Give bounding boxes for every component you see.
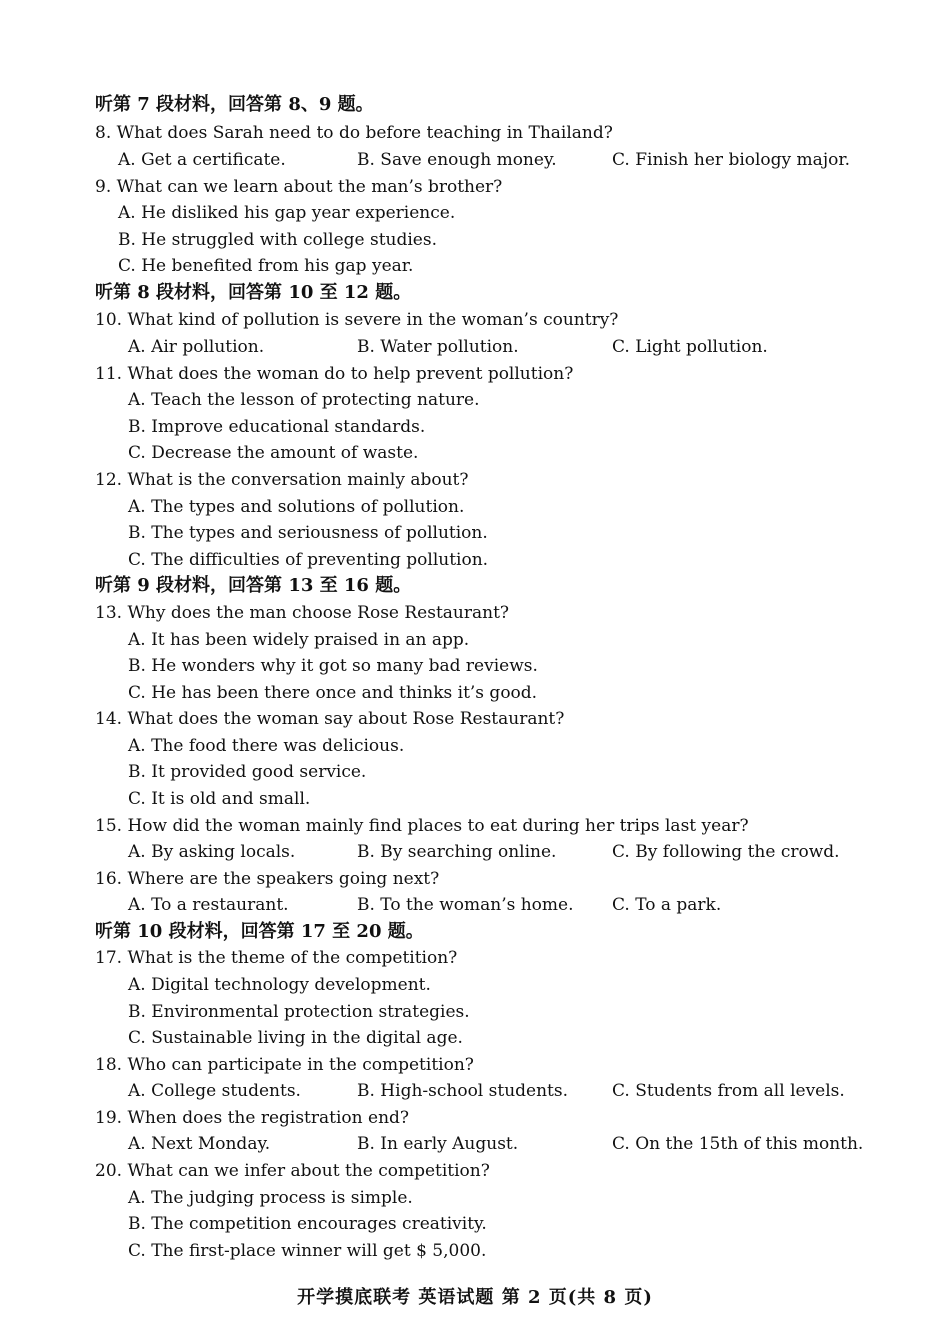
- option-c: C. Light pollution.: [612, 337, 768, 357]
- option-b: B. It provided good service.: [128, 762, 367, 782]
- section-heading: 听第 7 段材料，回答第 8、9 题。: [95, 94, 374, 115]
- option-a: A. Get a certificate.: [118, 150, 286, 170]
- option-a: A. College students.: [128, 1081, 301, 1101]
- question-stem: 12. What is the conversation mainly about?: [95, 470, 469, 490]
- question-stem: 9. What can we learn about the man’s brother?: [95, 177, 503, 197]
- option-row: [0, 892, 950, 918]
- option-a: A. Teach the lesson of protecting nature.: [128, 390, 480, 410]
- question-stem: 16. Where are the speakers going next?: [95, 869, 440, 889]
- option-c: C. The difficulties of preventing pollution.: [128, 550, 489, 570]
- option-c: C. To a park.: [612, 895, 722, 915]
- question-stem: 14. What does the woman say about Rose Restaurant?: [95, 709, 565, 729]
- option-c: C. He benefited from his gap year.: [118, 256, 414, 276]
- option-a: A. Next Monday.: [128, 1134, 271, 1154]
- question-stem: 18. Who can participate in the competition?: [95, 1055, 474, 1075]
- option-b: B. Improve educational standards.: [128, 417, 426, 437]
- option-b: B. The competition encourages creativity.: [128, 1214, 487, 1234]
- option-row: [0, 1078, 950, 1104]
- option-a: A. By asking locals.: [128, 842, 296, 862]
- option-b: B. High-school students.: [357, 1081, 568, 1101]
- section-heading: 听第 8 段材料，回答第 10 至 12 题。: [95, 282, 412, 303]
- option-b: B. To the woman’s home.: [357, 895, 574, 915]
- option-a: A. Digital technology development.: [128, 975, 431, 995]
- question-stem: 10. What kind of pollution is severe in the woman’s country?: [95, 310, 619, 330]
- option-c: C. Students from all levels.: [612, 1081, 845, 1101]
- option-row: [0, 839, 950, 865]
- section-heading: 听第 9 段材料，回答第 13 至 16 题。: [95, 575, 412, 596]
- option-a: A. The types and solutions of pollution.: [128, 497, 465, 517]
- question-stem: 8. What does Sarah need to do before teaching in Thailand?: [95, 123, 613, 143]
- option-c: C. By following the crowd.: [612, 842, 840, 862]
- option-row: [0, 1131, 950, 1157]
- question-stem: 20. What can we infer about the competition?: [95, 1161, 490, 1181]
- option-c: C. The first-place winner will get $ 5,000.: [128, 1241, 487, 1261]
- option-b: B. The types and seriousness of pollution.: [128, 523, 488, 543]
- option-c: C. Finish her biology major.: [612, 150, 850, 170]
- option-a: A. He disliked his gap year experience.: [118, 203, 456, 223]
- option-a: A. The food there was delicious.: [128, 736, 405, 756]
- question-stem: 13. Why does the man choose Rose Restaurant?: [95, 603, 510, 623]
- option-c: C. Sustainable living in the digital age.: [128, 1028, 463, 1048]
- option-b: B. In early August.: [357, 1134, 519, 1154]
- option-c: C. It is old and small.: [128, 789, 311, 809]
- question-stem: 11. What does the woman do to help prevent pollution?: [95, 364, 574, 384]
- section-heading: 听第 10 段材料，回答第 17 至 20 题。: [95, 921, 424, 942]
- question-stem: 19. When does the registration end?: [95, 1108, 410, 1128]
- question-stem: 17. What is the theme of the competition?: [95, 948, 458, 968]
- option-b: B. Save enough money.: [357, 150, 557, 170]
- option-c: C. He has been there once and thinks it’s good.: [128, 683, 538, 703]
- option-b: B. By searching online.: [357, 842, 557, 862]
- option-row: [0, 147, 950, 173]
- page-footer: 开学摸底联考 英语试题 第 2 页(共 8 页): [297, 1287, 653, 1308]
- option-a: A. It has been widely praised in an app.: [128, 630, 470, 650]
- option-c: C. On the 15th of this month.: [612, 1134, 864, 1154]
- option-c: C. Decrease the amount of waste.: [128, 443, 419, 463]
- option-b: B. He wonders why it got so many bad reviews.: [128, 656, 538, 676]
- option-a: A. Air pollution.: [128, 337, 265, 357]
- option-a: A. To a restaurant.: [128, 895, 289, 915]
- question-stem: 15. How did the woman mainly find places to eat during her trips last year?: [95, 816, 749, 836]
- option-b: B. Water pollution.: [357, 337, 519, 357]
- option-row: [0, 334, 950, 360]
- option-a: A. The judging process is simple.: [128, 1188, 413, 1208]
- option-b: B. He struggled with college studies.: [118, 230, 437, 250]
- option-b: B. Environmental protection strategies.: [128, 1002, 470, 1022]
